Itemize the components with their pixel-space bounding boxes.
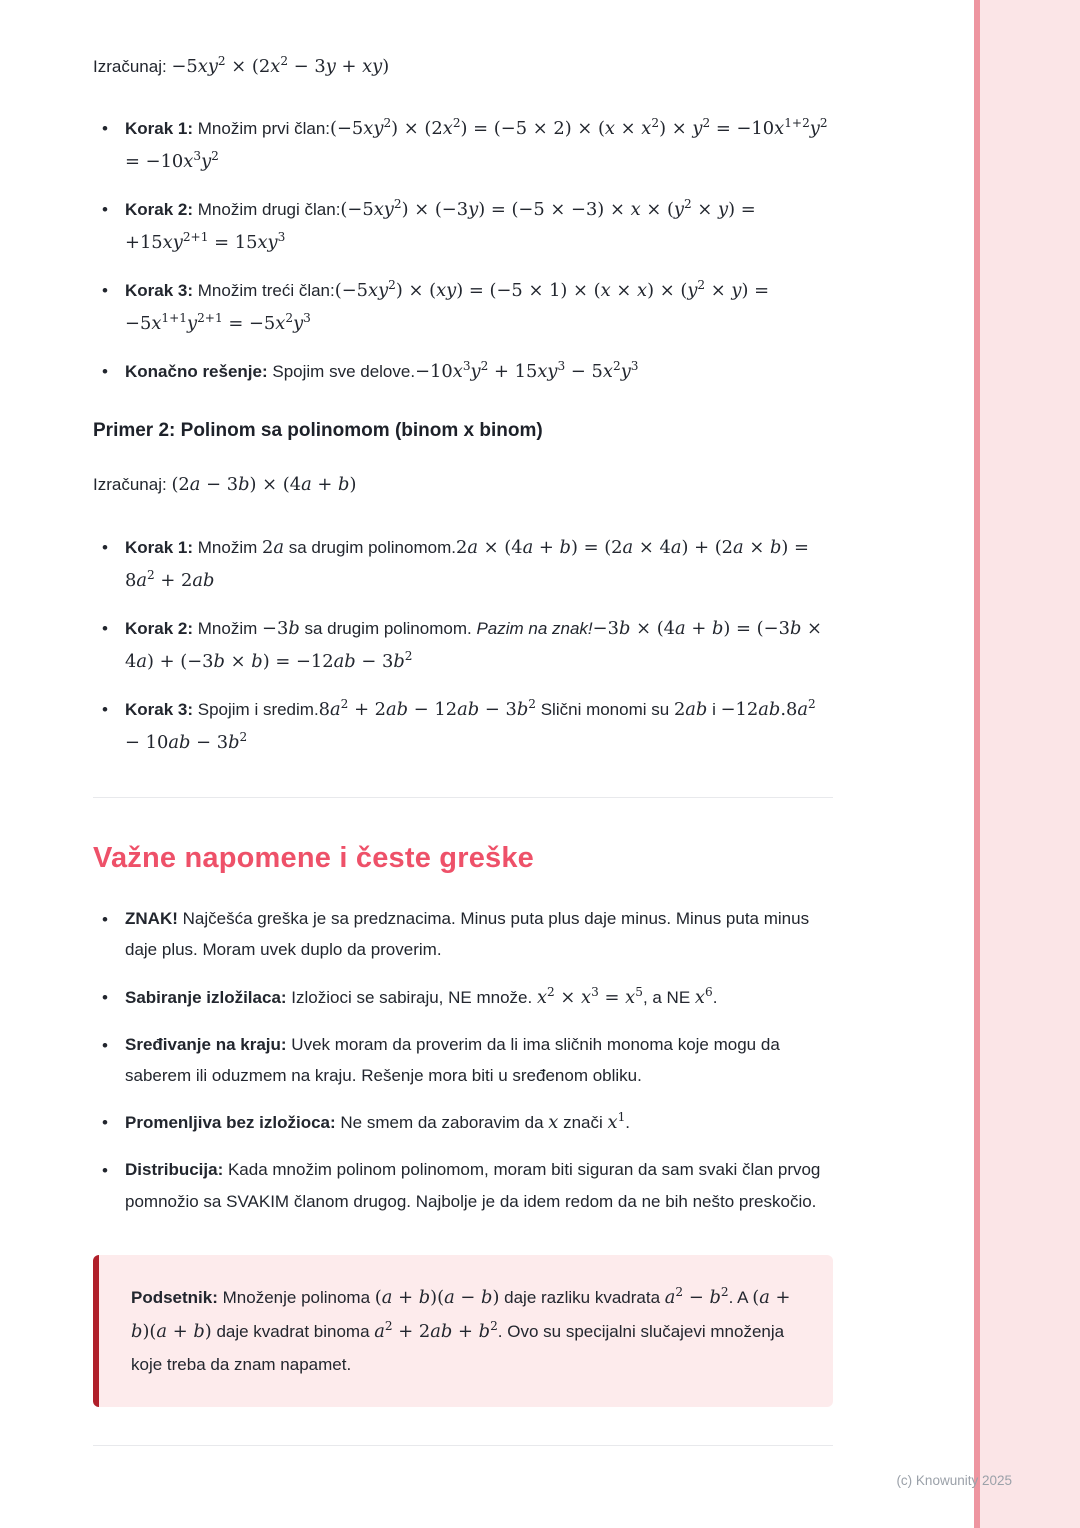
reminder-callout — [93, 1255, 833, 1407]
example1-steps-list — [93, 112, 833, 388]
example2-steps-list — [93, 531, 833, 759]
page-edge-band — [980, 0, 1080, 1528]
list-item: • Distribucija: Kada množim polinom polinomom, moram biti siguran da sam svaki član prvog pomnožio sa SVAKIM članom drugog. Najbolje je da idem redom da ne bih nešto preskočio. — [93, 1154, 833, 1217]
notes-section-title: Važne napomene i česte greške — [93, 841, 535, 874]
list-item: • Korak 3: Množim treći $član:(-5xy^2) \times (xy) = (-5 \times 1) \times (x \times x) \times (y^2 \times y) = -5x^{1+1}y^{2+1} = -5x^2y^3$ — [93, 274, 833, 340]
section-divider-bottom — [93, 1445, 833, 1446]
list-item: • Sabiranje izložilaca: Izložioci se sabiraju, NE množe. $x^2 \times x^3 = x^5$, a NE $x^6$. — [93, 981, 833, 1014]
example2-title: Primer 2: Polinom sa polinomom (binom x binom) — [93, 420, 543, 442]
document-content — [93, 52, 833, 1446]
copyright-footer: (c) Knowunity 2025 — [896, 1473, 1012, 1488]
notes-list — [93, 903, 833, 1218]
list-item: • ZNAK! Najčešća greška je sa predznacima. Minus puta plus daje minus. Minus puta minus daje plus. Moram uvek duplo da proverim. — [93, 903, 833, 966]
list-item: • Promenljiva bez izložioca: Ne smem da zaboravim da x znači $x^1$. — [93, 1106, 833, 1139]
section-divider-top — [93, 797, 833, 798]
list-item: • Korak 1: Množim prvi $član:(-5xy^2) \times (2x^2) = (-5 \times 2) \times (x \times x^2) \times y^2 = -10x^{1+2}y^2 = -10x^3y^2$ — [93, 112, 833, 178]
example1-problem: Izračunaj: $-5xy^2 \times (2x^2 - 3y + xy)$ — [93, 54, 390, 77]
list-item: • Korak 2: Množim drugi $član:(-5xy^2) \times (-3y) = (-5 \times -3) \times x \times (y^2 \times y) = +15xy^{2+1} = 15xy^3$ — [93, 193, 833, 259]
list-item: • Korak 2: Množim −3b sa drugim polinomom. Pazim na znak!−3b × $(4a + b) = (-3b \times 4a) + (-3b \times b) = -12ab - 3b^2$ — [93, 612, 833, 678]
reminder-callout-text: Podsetnik: Množenje polinoma (a + b)(a − b) daje razliku kvadrata $a^2 - b^2$. A (a + b)(a + b) daje kvadrat binoma $a^2 + 2ab + b^2$. Ovo su specijalni slučajevi množenja koje treba da znam napamet. — [131, 1285, 791, 1375]
list-item: • Korak 1: Množim 2a sa drugim polinomom.2a × $(4a + b) = (2a \times 4a) + (2a \times b) = 8a^2 + 2ab$ — [93, 531, 833, 597]
list-item: • Konačno rešenje: Spojim sve $delove.-10x^3y^2 + 15xy^3 - 5x^2y^3$ — [93, 355, 833, 388]
page-edge-line — [974, 0, 980, 1528]
list-item: • Sređivanje na kraju: Uvek moram da proverim da li ima sličnih monoma koje mogu da saberem ili oduzmem na kraju. Rešenje mora biti u sređenom obliku. — [93, 1029, 833, 1092]
example2-problem: Izračunaj: (2a − 3b) × (4a + b) — [93, 474, 357, 496]
list-item: • Korak 3: Spojim i $sredim.8a^2 + 2ab - 12ab - 3b^2$ Slični monomi su 2ab $i -12ab.8a^2 - 10ab - 3b^2$ — [93, 693, 833, 759]
